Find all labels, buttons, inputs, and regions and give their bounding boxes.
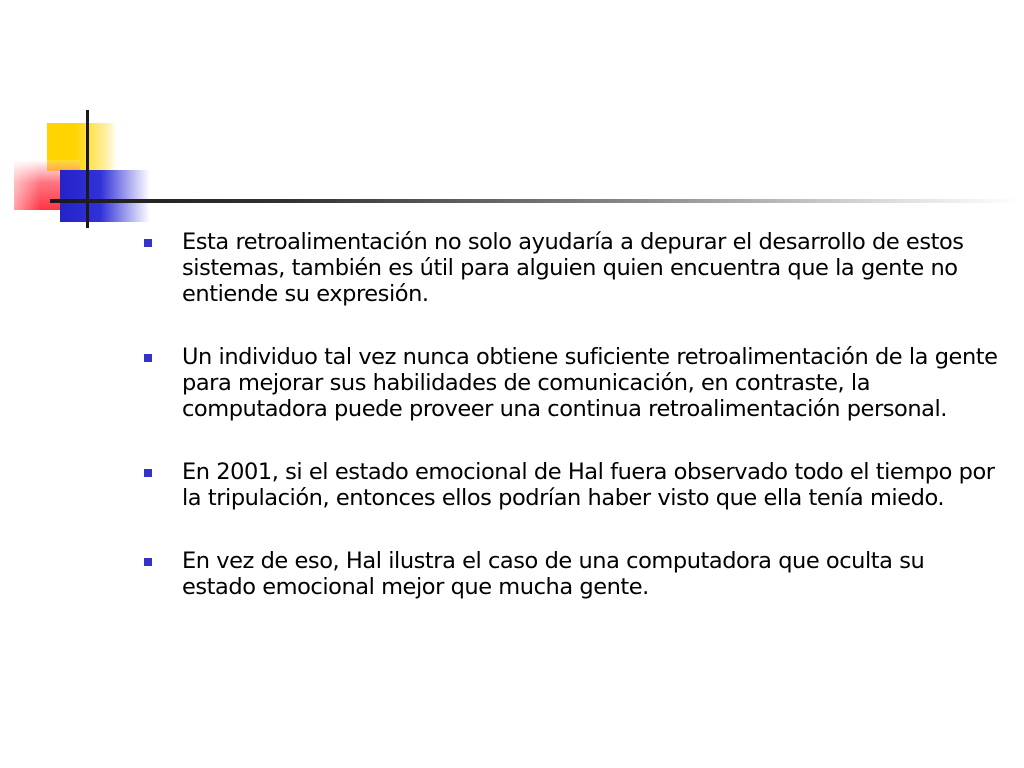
bullet-list <box>142 229 1002 637</box>
square-bullet-icon <box>144 469 152 477</box>
bullet-text: Esta retroalimentación no solo ayudaría a depurar el desarrollo de estos sistemas, también es útil para alguien quien encuentra que la gente no entiende su expresión. <box>182 229 964 307</box>
bullet-text: En vez de eso, Hal ilustra el caso de una computadora que oculta su estado emocional mejor que mucha gente. <box>182 548 925 600</box>
bullet-item-4 <box>142 548 1002 600</box>
bullet-item-2 <box>142 344 1002 422</box>
bullet-text: Un individuo tal vez nunca obtiene suficiente retroalimentación de la gente para mejorar sus habilidades de comunicación, en contraste, la computadora puede proveer una continua retroalimentación personal. <box>182 344 998 422</box>
square-bullet-icon <box>144 239 152 247</box>
bullet-text: En 2001, si el estado emocional de Hal fuera observado todo el tiempo por la tripulación, entonces ellos podrían haber visto que ella tenía miedo. <box>182 459 995 511</box>
decorative-vertical-line <box>86 110 89 228</box>
title-divider-line <box>50 199 1020 203</box>
square-bullet-icon <box>144 354 152 362</box>
bullet-item-1 <box>142 229 1002 307</box>
square-bullet-icon <box>144 558 152 566</box>
bullet-item-3 <box>142 459 1002 511</box>
decorative-blue-block <box>60 170 150 222</box>
